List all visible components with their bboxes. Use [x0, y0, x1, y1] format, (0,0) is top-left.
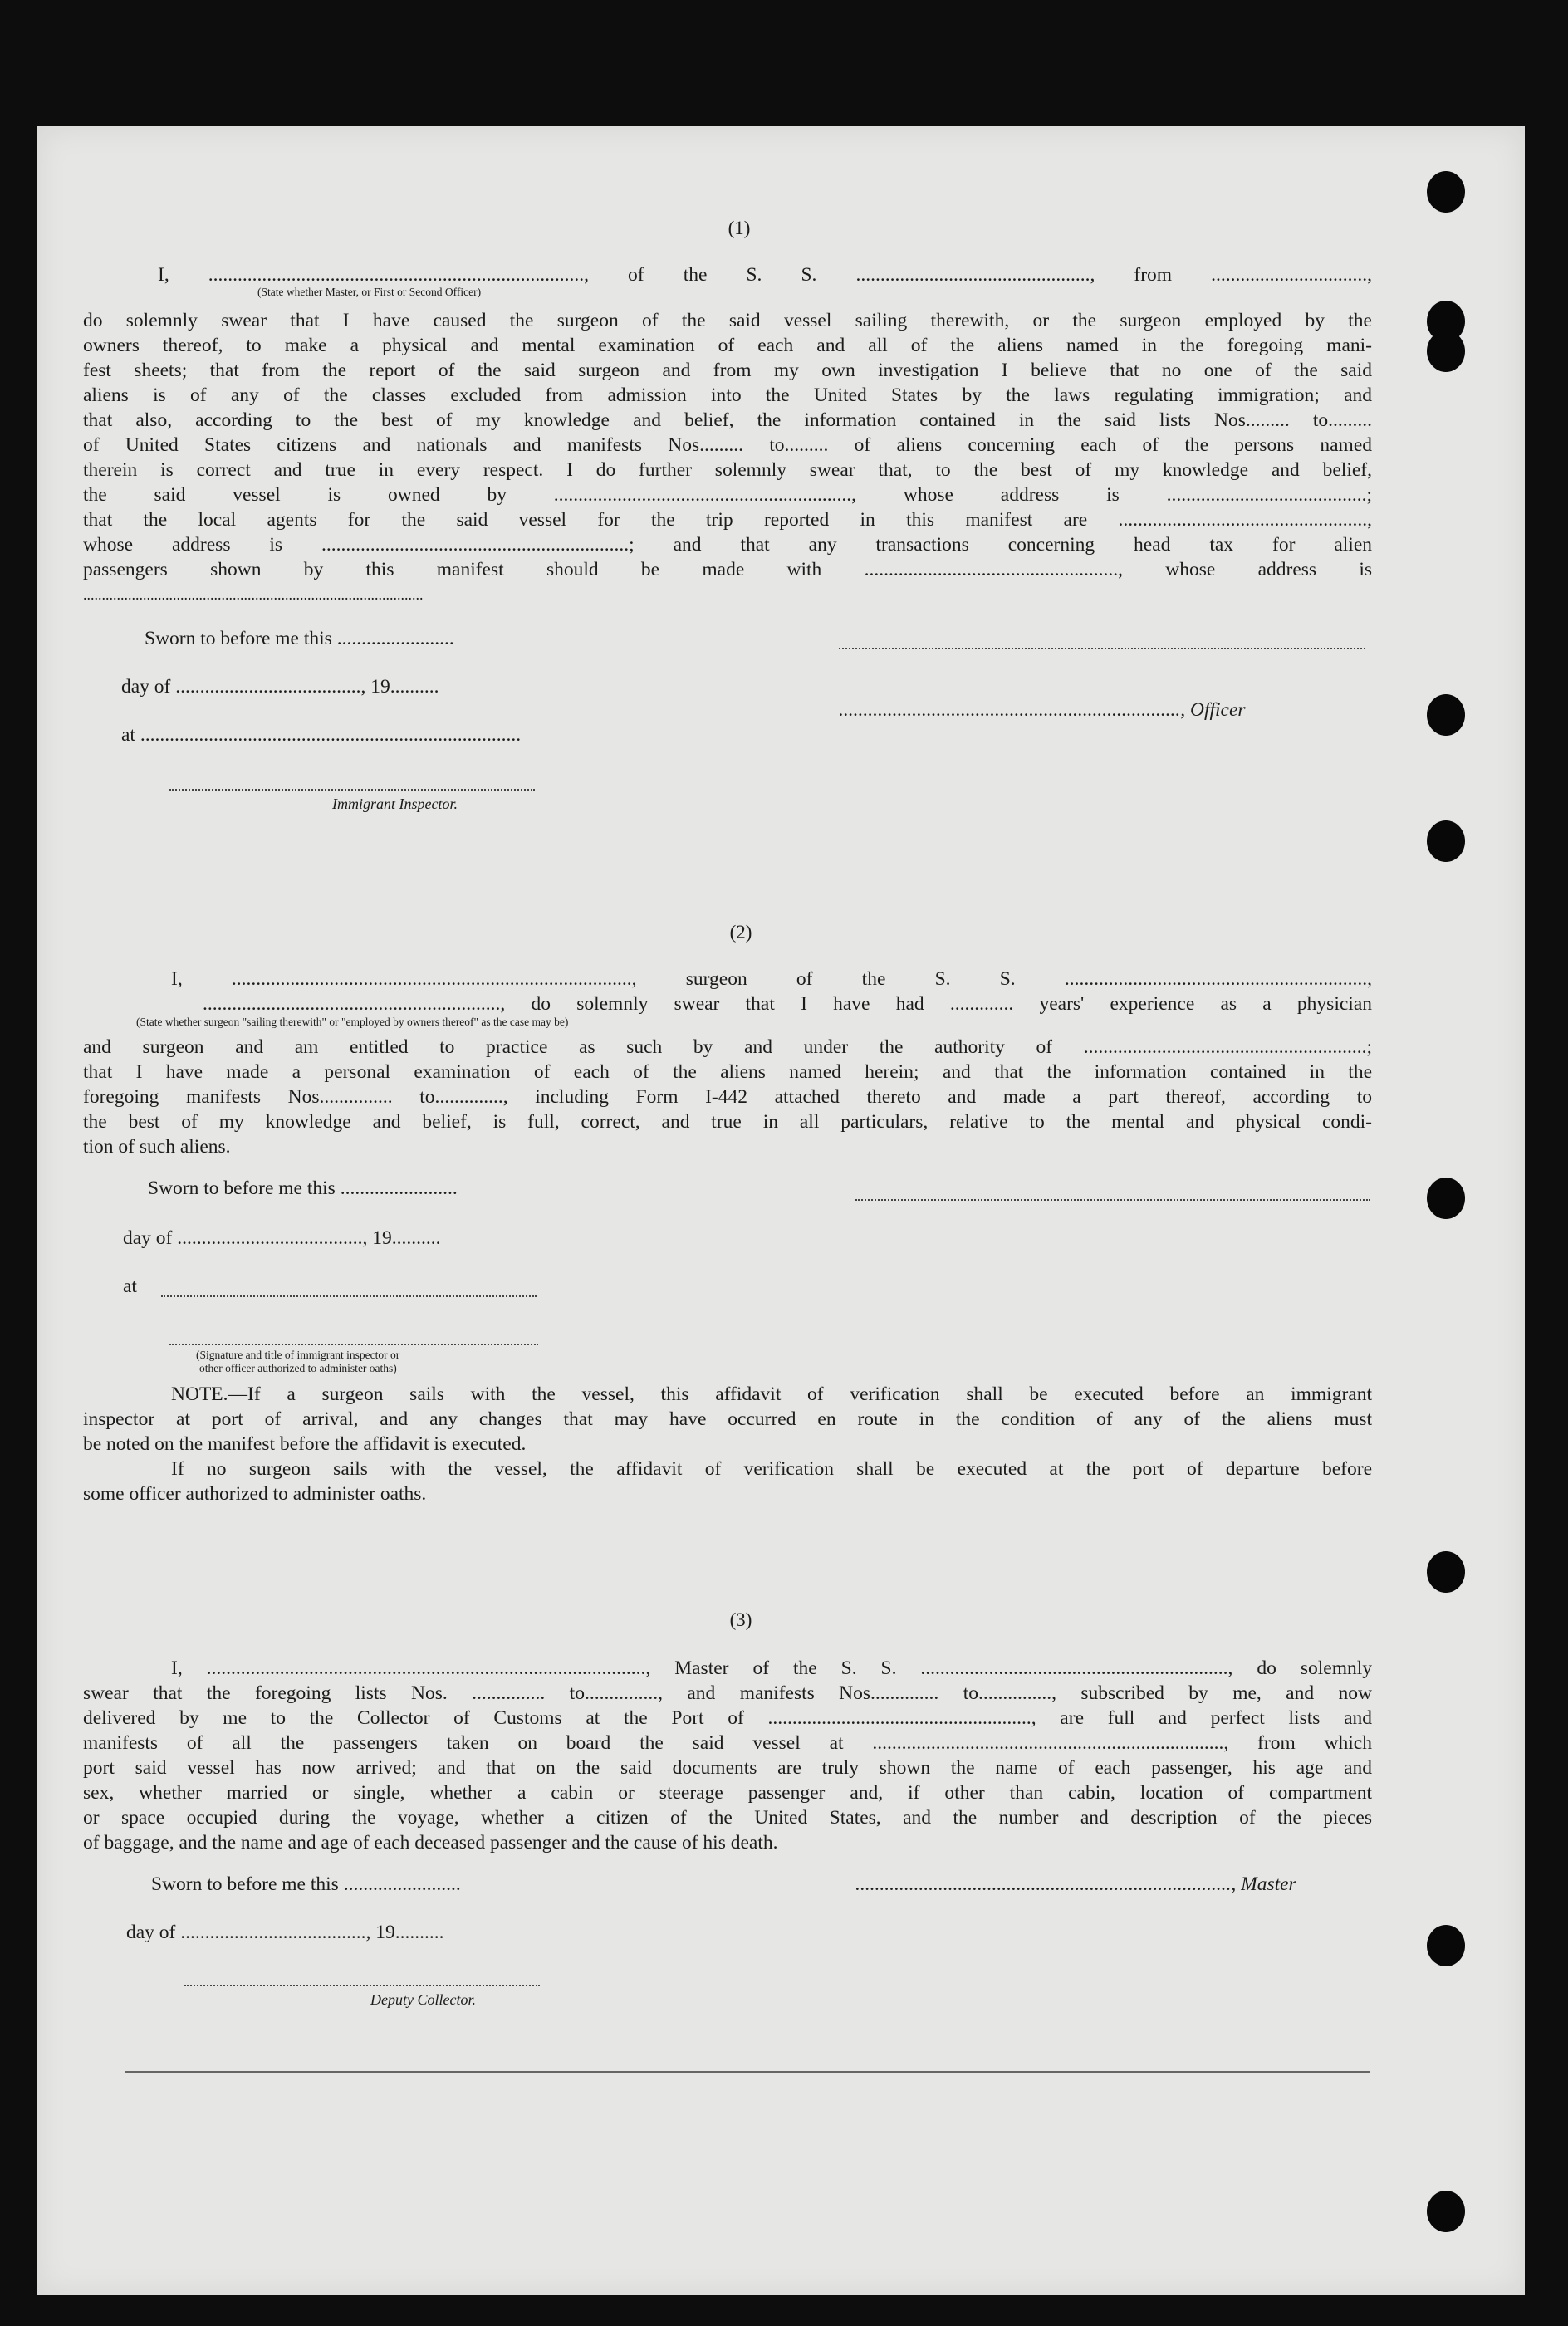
punch-hole-5	[1427, 820, 1465, 862]
at-line-1: at ..............................................................................	[121, 724, 522, 746]
oath-line-12: passengers shown by this manifest should be made with ...................................................., whose address is	[83, 559, 1372, 580]
oath-line-6: that also, according to the best of my knowledge and belief, the information contained in the said lists Nos......... to.........	[83, 409, 1372, 431]
day-line-2: day of ......................................, 19..........	[123, 1227, 441, 1249]
master-text: ............................................................................., Master	[855, 1873, 1296, 1895]
note-line-3: be noted on the manifest before the affidavit is executed.	[83, 1433, 527, 1455]
sworn-signature-line-2	[855, 1199, 1370, 1201]
punch-hole-7	[1427, 1551, 1465, 1593]
oath-line-1: I, ............................................................................., of the S. S. ................................................, from ................................,	[158, 264, 1372, 286]
note-line-1: NOTE.—If a surgeon sails with the vessel, this affidavit of verification shall be executed before an immigrant	[171, 1383, 1372, 1405]
surgeon-note: (State whether surgeon "sailing therewith" or "employed by owners thereof" as the case may be)	[136, 1016, 569, 1028]
section-2-number: (2)	[729, 922, 752, 943]
master-note: (State whether Master, or First or Second Officer)	[257, 286, 482, 298]
surgeon-note-block	[83, 1382, 1372, 1506]
master-line-8: of baggage, and the name and age of each deceased passenger and the cause of his death.	[83, 1832, 778, 1853]
surgeon-line-4: that I have made a personal examination of each of the aliens named herein; and that the information contained in the	[83, 1061, 1372, 1083]
officer-signature-line-2	[169, 1344, 538, 1345]
sworn-line-3: Sworn to before me this ........................	[151, 1873, 461, 1895]
deputy-collector-label: Deputy Collector.	[370, 1991, 476, 2008]
surgeon-line-6: the best of my knowledge and belief, is full, correct, and true in all particulars, relative to the mental and physical condi-	[83, 1111, 1372, 1133]
oath-line-5: aliens is of any of the classes excluded from admission into the United States by the laws regulating immigration; and	[83, 384, 1372, 406]
officer-line	[839, 699, 1246, 722]
master-line-5: port said vessel has now arrived; and that on the said documents are truly shown the name of each passenger, his age and	[83, 1757, 1372, 1779]
oath-line-13: ...........................................................................................	[83, 586, 424, 603]
master-line-6: sex, whether married or single, whether a cabin or steerage passenger and, if other than cabin, location of compartment	[83, 1782, 1372, 1804]
at-line-2: at	[123, 1276, 137, 1297]
sworn-line-1: Sworn to before me this ........................	[145, 628, 454, 649]
section-1-number: (1)	[728, 218, 751, 238]
oath-line-10: that the local agents for the said vessel for the trip reported in this manifest are ...................................................,	[83, 509, 1372, 531]
signature-note-1: (Signature and title of immigrant inspector or	[196, 1349, 400, 1361]
note-line-5: some officer authorized to administer oaths.	[83, 1483, 427, 1505]
sworn-signature-line-1	[839, 648, 1365, 649]
day-line-1: day of ......................................, 19..........	[121, 676, 439, 698]
master-line-3: delivered by me to the Collector of Customs at the Port of ......................................................, are full and perfect lists and	[83, 1707, 1372, 1729]
punch-hole-9	[1427, 2191, 1465, 2232]
sworn-line-2: Sworn to before me this ........................	[148, 1178, 458, 1199]
surgeon-line-3: and surgeon and am entitled to practice as such by and under the authority of ..........................................................;	[83, 1036, 1372, 1058]
note-line-4: If no surgeon sails with the vessel, the affidavit of verification shall be executed at the port of departure before	[171, 1458, 1372, 1480]
master-signature-line	[855, 1873, 1296, 1896]
master-line-1: I, .........................................................................................., Master of the S. S. ..............................................................., do solemnly	[171, 1658, 1372, 1679]
oath-line-8: therein is correct and true in every respect. I do further solemnly swear that, to the best of my knowledge and belief,	[83, 459, 1372, 481]
oath-line-3: owners thereof, to make a physical and mental examination of each and all of the aliens named in the foregoing mani-	[83, 335, 1372, 356]
bottom-rule	[125, 2071, 1370, 2073]
officer-text: ......................................................................, Officer	[839, 699, 1246, 721]
oath-line-4: fest sheets; that from the report of the said surgeon and from my own investigation I believe that no one of the said	[83, 360, 1372, 381]
deputy-signature-line	[184, 1985, 540, 1986]
surgeon-line-5: foregoing manifests Nos............... to.............., including Form I-442 attached thereto and made a part thereof, according to	[83, 1086, 1372, 1108]
punch-hole-8	[1427, 1925, 1465, 1966]
note-line-2: inspector at port of arrival, and any changes that may have occurred en route in the condition of any of the aliens must	[83, 1408, 1372, 1430]
surgeon-line-1: I, .................................................................................., surgeon of the S. S. ..............................................................,	[171, 968, 1372, 990]
oath-line-7: of United States citizens and nationals and manifests Nos......... to......... of aliens concerning each of the persons named	[83, 434, 1372, 456]
signature-note-2: other officer authorized to administer oaths)	[199, 1362, 397, 1374]
punch-hole-6	[1427, 1178, 1465, 1219]
section-3-oath	[83, 1656, 1372, 1863]
at-line-2-underline	[161, 1295, 537, 1297]
oath-line-9: the said vessel is owned by ............................................................., whose address is .........................................;	[83, 484, 1372, 506]
section-1-oath	[83, 262, 1372, 611]
punch-hole-4	[1427, 694, 1465, 736]
inspector-label: Immigrant Inspector.	[332, 796, 458, 812]
master-line-4: manifests of all the passengers taken on board the said vessel at ........................................................................, from which	[83, 1732, 1372, 1754]
section-2-oath	[83, 967, 1372, 1166]
punch-hole-1	[1427, 171, 1465, 213]
oath-line-2: do solemnly swear that I have caused the surgeon of the said vessel sailing therewith, or the surgeon employed by the	[83, 310, 1372, 331]
oath-line-11: whose address is ...............................................................; and that any transactions concerning head tax for alien	[83, 534, 1372, 556]
punch-hole-3	[1427, 331, 1465, 372]
surgeon-line-7: tion of such aliens.	[83, 1136, 231, 1158]
master-line-7: or space occupied during the voyage, whether a citizen of the United States, and the number and description of the pieces	[83, 1807, 1372, 1829]
master-line-2: swear that the foregoing lists Nos. ............... to..............., and manifests Nos.............. to..............., subscribed by me, and now	[83, 1682, 1372, 1704]
section-3-number: (3)	[729, 1609, 752, 1630]
surgeon-line-2: ............................................................., do solemnly swear that I have had ............. years' experience as a physician	[203, 993, 1372, 1015]
inspector-signature-line	[169, 789, 535, 791]
day-line-3: day of ......................................, 19..........	[126, 1922, 444, 1943]
